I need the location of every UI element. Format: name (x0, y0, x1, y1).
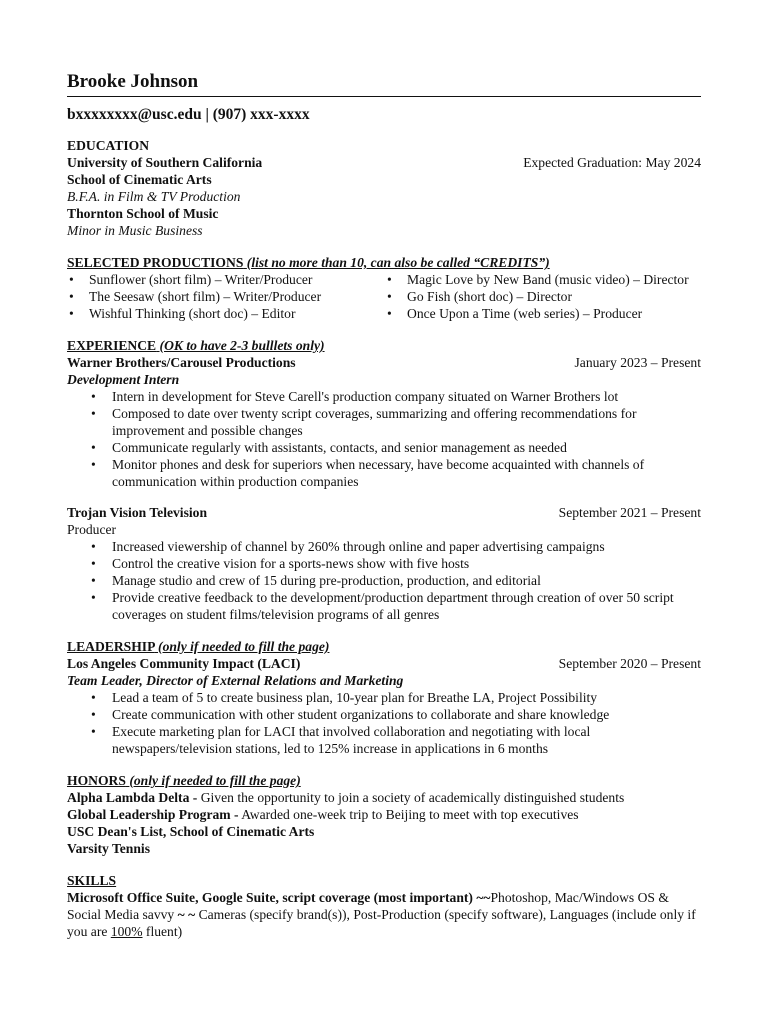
degree: B.F.A. in Film & TV Production (67, 189, 241, 204)
skills-underlined: 100% (110, 924, 143, 939)
honors-title (67, 772, 701, 789)
school-name: University of Southern California (67, 155, 263, 170)
skills-text (67, 889, 701, 940)
skills-section (67, 872, 701, 940)
production-item: • Once Upon a Time (web series) – Producer (385, 305, 701, 322)
honor-item (67, 789, 701, 806)
productions-right (385, 271, 701, 322)
job-dates: September 2021 – Present (558, 505, 701, 520)
job-bullet: • Provide creative feedback to the development/production department through creation of over 50 script coverages on student films/television programs of all genres (67, 589, 701, 623)
experience-section (67, 337, 701, 623)
skills-text-2: Cameras (specify brand(s)), Post-Production (specify software), Languages (include only if you are (67, 907, 696, 939)
job-role: Producer (67, 522, 117, 537)
job-bullet: • Composed to date over twenty script coverages, summarizing and offering recommendations for improvement and possible changes (67, 405, 701, 439)
job-bullet: • Monitor phones and desk for superiors when necessary, have become acquainted with channels of communication within production companies (67, 456, 701, 490)
job-bullet: • Communicate regularly with assistants, contacts, and senior management as needed (67, 439, 701, 456)
honor-desc: Awarded one-week trip to Beijing to meet with top executives (238, 807, 579, 822)
job-entry (67, 504, 701, 623)
job-org: Warner Brothers/Carousel Productions (67, 355, 296, 370)
productions-section (67, 254, 701, 322)
honors-section (67, 772, 701, 857)
job-bullet: • Control the creative vision for a sports-news show with five hosts (67, 555, 701, 572)
job-org: Trojan Vision Television (67, 505, 208, 520)
leadership-title (67, 638, 701, 655)
skills-bold: Microsoft Office Suite, Google Suite, script coverage (most important) ~~ (67, 890, 491, 905)
job-header (67, 504, 701, 521)
education-school-row (67, 154, 701, 171)
skills-tilde: ~ ~ (177, 907, 196, 922)
honors-note: (only if needed to fill the page) (129, 773, 301, 788)
honor-item (67, 823, 701, 840)
job-bullet: • Manage studio and crew of 15 during pre-production, production, and editorial (67, 572, 701, 589)
job-bullet: • Increased viewership of channel by 260% through online and paper advertising campaigns (67, 538, 701, 555)
honor-desc: Given the opportunity to join a society of academically distinguished students (197, 790, 625, 805)
skills-text-3: fluent) (142, 924, 183, 939)
skills-title: SKILLS (67, 873, 117, 888)
productions-columns (67, 271, 701, 322)
production-item: • Sunflower (short film) – Writer/Producer (67, 271, 385, 288)
leadership-org: Los Angeles Community Impact (LACI) (67, 656, 301, 671)
productions-note: (list no more than 10, can also be called “CREDITS”) (246, 255, 550, 270)
graduation-date: Expected Graduation: May 2024 (523, 155, 701, 170)
leadership-bullets (67, 689, 701, 757)
experience-note: (OK to have 2-3 bulllets only) (159, 338, 325, 353)
job-bullets (67, 388, 701, 490)
productions-left (67, 271, 385, 322)
resume-page (67, 70, 701, 940)
leadership-dates: September 2020 – Present (558, 656, 701, 671)
education-title: EDUCATION (67, 138, 150, 153)
honor-item (67, 840, 701, 857)
productions-title-text: SELECTED PRODUCTIONS (67, 255, 244, 270)
leadership-section (67, 638, 701, 757)
leadership-note: (only if needed to fill the page) (158, 639, 330, 654)
job-entry (67, 354, 701, 490)
honor-name: USC Dean's List, School of Cinematic Arts (67, 824, 315, 839)
honors-title-text: HONORS (67, 773, 126, 788)
experience-title (67, 337, 701, 354)
leadership-title-text: LEADERSHIP (67, 639, 155, 654)
school-unit-2: Thornton School of Music (67, 206, 219, 221)
leadership-header (67, 655, 701, 672)
production-item: • Wishful Thinking (short doc) – Editor (67, 305, 385, 322)
production-item: • Go Fish (short doc) – Director (385, 288, 701, 305)
skills-text-1: Photoshop, Mac/Windows OS & Social Media savvy (67, 890, 669, 922)
resume-name: Brooke Johnson (67, 70, 701, 97)
leadership-role: Team Leader, Director of External Relations and Marketing (67, 673, 404, 688)
job-role: Development Intern (67, 372, 180, 387)
leadership-bullet: • Lead a team of 5 to create business plan, 10-year plan for Breathe LA, Project Possibility (67, 689, 701, 706)
productions-title (67, 254, 701, 271)
experience-title-text: EXPERIENCE (67, 338, 157, 353)
honor-name: Global Leadership Program - (67, 807, 239, 822)
job-header (67, 354, 701, 371)
honor-item (67, 806, 701, 823)
production-item: • The Seesaw (short film) – Writer/Producer (67, 288, 385, 305)
leadership-bullet: • Create communication with other student organizations to collaborate and share knowledge (67, 706, 701, 723)
job-bullet: • Intern in development for Steve Carell's production company situated on Warner Brothers lot (67, 388, 701, 405)
honor-name: Varsity Tennis (67, 841, 150, 856)
contact-info: bxxxxxxxx@usc.edu | (907) xxx-xxxx (67, 106, 310, 123)
production-item: • Magic Love by New Band (music video) – Director (385, 271, 701, 288)
honor-name: Alpha Lambda Delta - (67, 790, 198, 805)
minor: Minor in Music Business (67, 223, 203, 238)
job-dates: January 2023 – Present (574, 355, 701, 370)
school-unit: School of Cinematic Arts (67, 172, 212, 187)
job-bullets (67, 538, 701, 623)
leadership-bullet: • Execute marketing plan for LACI that involved collaboration and negotiating with local newspapers/television stations, led to 125% increase in applications in 6 months (67, 723, 701, 757)
education-section (67, 137, 701, 239)
